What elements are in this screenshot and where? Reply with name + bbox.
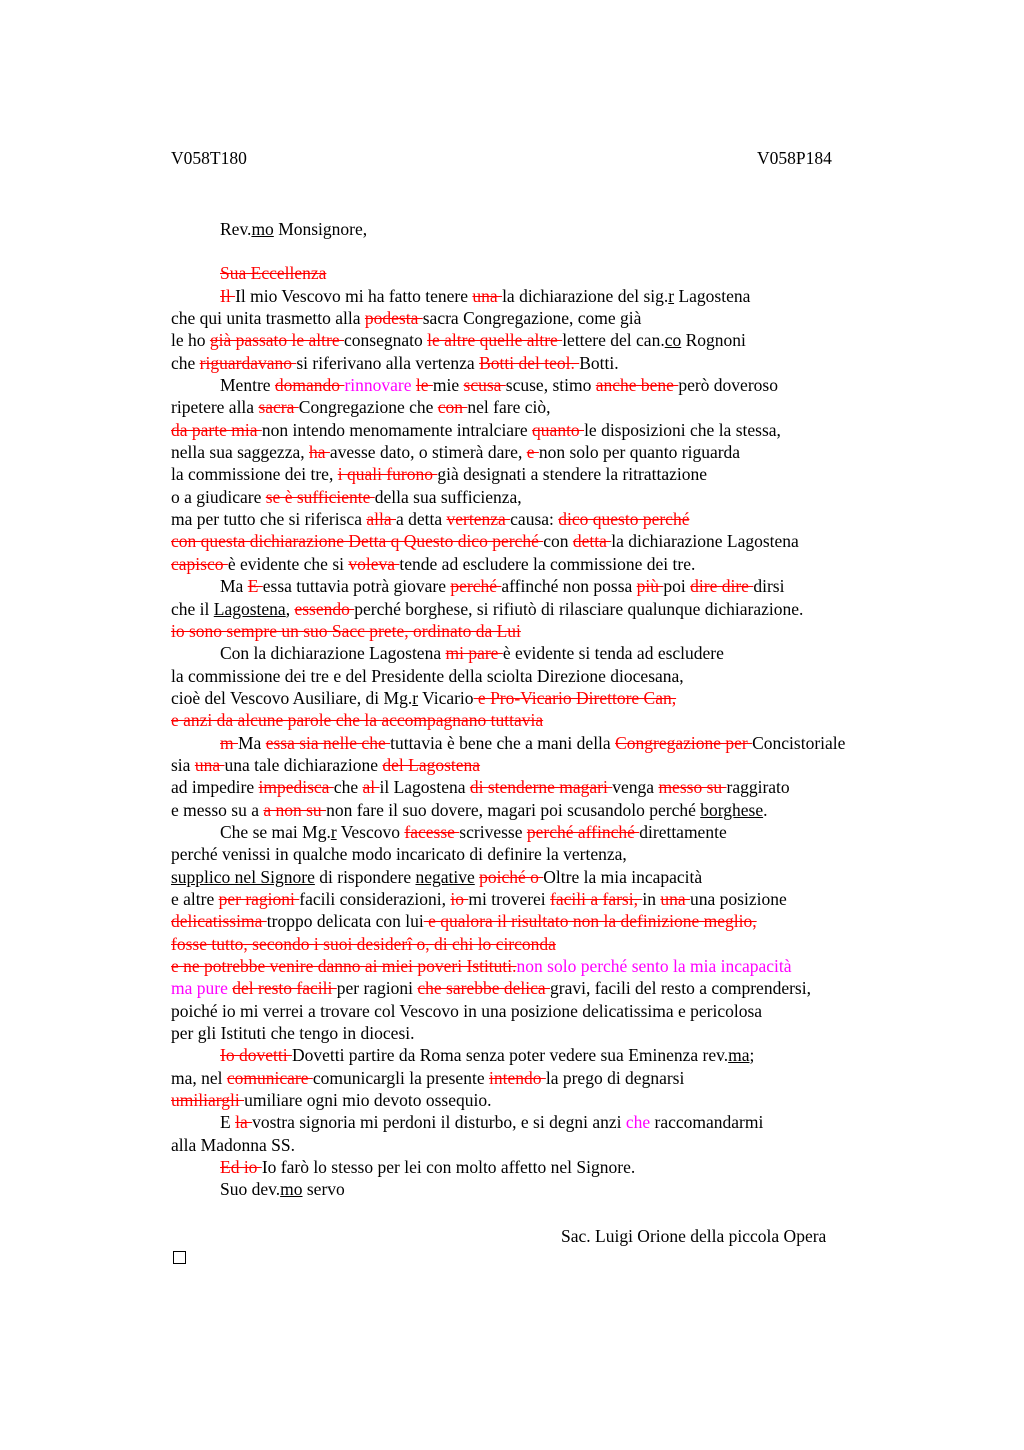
text-segment: che qui unita trasmetto alla bbox=[171, 308, 365, 329]
text-segment: gravi, facili del resto a comprendersi, bbox=[550, 978, 811, 999]
text-segment: lettere del can. bbox=[562, 330, 665, 351]
text-segment: Dovetti partire da Roma senza poter vedere sua Eminenza rev. bbox=[291, 1045, 729, 1066]
text-segment: o a giudicare bbox=[171, 486, 266, 507]
text-segment: affinché non possa bbox=[501, 576, 637, 597]
deleted-text: intendo bbox=[488, 1067, 546, 1088]
text-line bbox=[171, 977, 1011, 999]
deleted-text: più bbox=[636, 576, 664, 597]
deleted-text: poiché o bbox=[479, 866, 544, 887]
underlined-text: supplico nel Signore bbox=[171, 866, 315, 887]
deleted-text: facesse bbox=[404, 821, 460, 842]
text-line bbox=[171, 463, 1011, 485]
letter-body bbox=[171, 218, 1011, 1201]
text-line bbox=[171, 218, 1011, 240]
text-line bbox=[171, 888, 1011, 910]
text-line bbox=[171, 732, 1011, 754]
inserted-text: non solo perché sento la mia incapacità bbox=[516, 956, 792, 976]
text-segment: poiché io mi verrei a trovare col Vescovo in una posizione delicatissima e pericolosa bbox=[171, 1000, 763, 1021]
deleted-text: comunicare bbox=[226, 1067, 313, 1088]
text-line bbox=[171, 553, 1011, 575]
text-line bbox=[171, 955, 1011, 977]
underlined-text: r bbox=[412, 687, 419, 708]
underlined-text: mo bbox=[280, 1179, 303, 1200]
text-segment: poi bbox=[663, 576, 691, 597]
deleted-text: domando bbox=[274, 375, 345, 396]
deleted-text: con bbox=[437, 397, 468, 418]
deleted-text: per ragioni bbox=[218, 888, 300, 909]
text-segment: Rognoni bbox=[681, 330, 746, 351]
text-segment: non intendo menomamente intralciare bbox=[261, 419, 533, 440]
text-segment: è evidente si tenda ad escludere bbox=[502, 643, 724, 664]
underlined-text: r bbox=[330, 821, 337, 842]
document-code-right: V058P184 bbox=[757, 148, 832, 168]
text-line bbox=[171, 1134, 1011, 1156]
text-segment: raccomandarmi bbox=[650, 1112, 764, 1133]
text-line bbox=[171, 1067, 1011, 1089]
text-segment: perché venissi in qualche modo incaricato di definire la vertenza, bbox=[171, 844, 627, 865]
text-segment: che il bbox=[171, 598, 214, 619]
deleted-text: del resto facili bbox=[232, 978, 337, 999]
text-segment: nel fare ciò, bbox=[467, 397, 551, 418]
text-segment: tuttavia è bene che a mani della bbox=[390, 732, 616, 753]
text-segment: consegnato bbox=[344, 330, 428, 351]
deleted-text: già passato le altre bbox=[209, 330, 345, 351]
text-segment: Vicario bbox=[418, 687, 474, 708]
text-segment: per ragioni bbox=[336, 978, 418, 999]
text-segment: Ma bbox=[220, 576, 248, 597]
text-segment: mi troverei bbox=[468, 888, 551, 909]
text-segment: Mentre bbox=[220, 375, 275, 396]
deleted-text: e ne potrebbe venire danno ai miei poveri Istituti. bbox=[171, 956, 517, 976]
signature: Sac. Luigi Orione della piccola Opera bbox=[561, 1226, 827, 1246]
text-segment: le ho bbox=[171, 330, 210, 351]
deleted-text: perché affinché bbox=[526, 821, 640, 842]
text-line bbox=[171, 799, 1011, 821]
deleted-text: vertenza bbox=[446, 509, 511, 530]
deleted-text: Sua Eccellenza bbox=[220, 263, 327, 284]
text-segment: il Lagostena bbox=[379, 777, 470, 798]
text-line bbox=[171, 285, 1011, 307]
text-line bbox=[171, 821, 1011, 843]
text-line bbox=[171, 307, 1011, 329]
text-line bbox=[171, 642, 1011, 664]
text-segment: . bbox=[763, 799, 768, 820]
deleted-text: Io dovetti bbox=[220, 1045, 292, 1066]
deleted-text: ha bbox=[308, 442, 330, 463]
text-segment: Il mio Vescovo mi ha fatto tenere bbox=[235, 285, 473, 306]
deleted-text: essa sia nelle che bbox=[265, 732, 391, 753]
text-line bbox=[171, 575, 1011, 597]
deleted-text: i quali furono bbox=[337, 464, 438, 485]
text-segment: facili considerazioni, bbox=[299, 888, 451, 909]
text-line bbox=[171, 910, 1011, 932]
deleted-text: anche bene bbox=[595, 375, 679, 396]
text-segment: una tale dichiarazione bbox=[224, 754, 383, 775]
text-segment: ma per tutto che si riferisca bbox=[171, 509, 367, 530]
deleted-text: di stenderne magari bbox=[469, 777, 613, 798]
text-segment: della sua sufficienza, bbox=[374, 486, 522, 507]
deleted-text: alla bbox=[366, 509, 396, 530]
text-segment: non solo per quanto riguarda bbox=[538, 442, 741, 463]
text-line bbox=[171, 508, 1011, 530]
text-line bbox=[171, 933, 1011, 955]
text-segment: che bbox=[333, 777, 363, 798]
text-line bbox=[171, 262, 1011, 284]
deleted-text: messo su bbox=[658, 777, 727, 798]
text-segment: la dichiarazione del sig. bbox=[502, 285, 669, 306]
deleted-text: a non su bbox=[263, 799, 327, 820]
deleted-text: capisco bbox=[171, 553, 228, 574]
underlined-text: ma bbox=[728, 1045, 750, 1066]
text-segment: mie bbox=[432, 375, 464, 396]
inserted-text: ma pure bbox=[171, 978, 228, 999]
text-line bbox=[171, 374, 1011, 396]
text-segment: nella sua saggezza, bbox=[171, 442, 309, 463]
text-segment: causa: bbox=[510, 509, 559, 530]
text-segment: scuse, stimo bbox=[505, 375, 596, 396]
underlined-text: co bbox=[664, 330, 682, 351]
deleted-text: podesta bbox=[364, 308, 423, 329]
deleted-text: Ed io bbox=[220, 1157, 262, 1178]
text-segment: e messo su a bbox=[171, 799, 264, 820]
deleted-text: delicatissima bbox=[171, 911, 267, 932]
underlined-text: mo bbox=[251, 219, 274, 239]
text-segment: scrivesse bbox=[459, 821, 527, 842]
text-segment: sia bbox=[171, 754, 195, 775]
text-segment: umiliare ogni mio devoto ossequio. bbox=[244, 1090, 492, 1111]
text-segment: essa tuttavia potrà giovare bbox=[262, 576, 451, 597]
text-line bbox=[171, 396, 1011, 418]
text-segment: cioè del Vescovo Ausiliare, di Mg. bbox=[171, 687, 413, 708]
text-line bbox=[171, 687, 1011, 709]
text-segment: tende ad escludere la commissione dei tre. bbox=[399, 553, 696, 574]
deleted-text: da parte mia bbox=[171, 419, 262, 440]
text-segment: Congregazione che bbox=[298, 397, 438, 418]
text-line bbox=[171, 1178, 1011, 1200]
text-segment: ripetere alla bbox=[171, 397, 259, 418]
text-segment: Che se mai Mg. bbox=[220, 821, 331, 842]
text-segment: raggirato bbox=[726, 777, 790, 798]
text-line bbox=[171, 419, 1011, 441]
inserted-text: che bbox=[625, 1112, 651, 1133]
deleted-text: una bbox=[660, 888, 691, 909]
text-line bbox=[171, 776, 1011, 798]
text-line bbox=[171, 1156, 1011, 1178]
deleted-text: dico questo perché bbox=[558, 509, 690, 530]
text-segment: si riferivano alla vertenza bbox=[296, 352, 480, 373]
deleted-text: perché bbox=[450, 576, 502, 597]
deleted-text: detta bbox=[572, 531, 612, 552]
deleted-text: le altre quelle altre bbox=[427, 330, 563, 351]
deleted-text: dire dire bbox=[690, 576, 754, 597]
text-line bbox=[171, 843, 1011, 865]
text-segment: Lagostena bbox=[674, 285, 751, 306]
text-segment: troppo delicata con lui bbox=[266, 911, 424, 932]
deleted-text: e bbox=[526, 442, 539, 463]
deleted-text: mi pare bbox=[445, 643, 503, 664]
text-segment: Vescovo bbox=[336, 821, 405, 842]
document-code-left: V058T180 bbox=[171, 148, 247, 168]
text-segment: alla Madonna SS. bbox=[171, 1134, 295, 1155]
text-line bbox=[171, 1044, 1011, 1066]
deleted-text: se è sufficiente bbox=[265, 486, 375, 507]
deleted-text: essendo bbox=[294, 598, 355, 619]
deleted-text: Congregazione per bbox=[615, 732, 753, 753]
text-segment: in bbox=[642, 888, 661, 909]
deleted-text: sacra bbox=[258, 397, 299, 418]
deleted-text: la bbox=[235, 1112, 253, 1133]
text-segment: è evidente che si bbox=[227, 553, 349, 574]
text-segment: già designati a stendere la ritrattazione bbox=[437, 464, 708, 485]
deleted-text: con questa dichiarazione Detta q Questo dico perché bbox=[171, 531, 544, 552]
text-line bbox=[171, 1022, 1011, 1044]
text-segment: Botti. bbox=[579, 352, 619, 373]
text-segment: sacra Congregazione, come già bbox=[422, 308, 642, 329]
text-segment: Rev. bbox=[220, 219, 252, 239]
text-segment: Con la dichiarazione Lagostena bbox=[220, 643, 446, 664]
text-line bbox=[171, 1000, 1011, 1022]
text-line bbox=[171, 1111, 1011, 1133]
text-line bbox=[171, 329, 1011, 351]
deleted-text: facili a farsi, bbox=[550, 888, 643, 909]
text-segment: però doveroso bbox=[678, 375, 778, 396]
text-line bbox=[171, 709, 1011, 731]
deleted-text: del Lagostena bbox=[382, 754, 481, 775]
deleted-text: scusa bbox=[463, 375, 506, 396]
underlined-text: Lagostena bbox=[213, 598, 286, 619]
underlined-text: negative bbox=[415, 866, 475, 887]
text-segment: non fare il suo dovere, magari poi scusandolo perché bbox=[326, 799, 701, 820]
text-segment: servo bbox=[302, 1179, 345, 1200]
text-segment: per gli Istituti che tengo in diocesi. bbox=[171, 1023, 415, 1044]
deleted-text: Il bbox=[220, 285, 236, 306]
text-segment: la commissione dei tre, bbox=[171, 464, 338, 485]
inserted-text: rinnovare bbox=[344, 375, 412, 396]
deleted-text: e anzi da alcune parole che la accompagnano tuttavia bbox=[171, 710, 544, 731]
deleted-text: fosse tutto, secondo i suoi desiderî o, di chi lo circonda bbox=[171, 933, 556, 954]
deleted-text: Botti del teol. bbox=[479, 352, 580, 373]
text-segment: la commissione dei tre e del Presidente della sciolta Direzione diocesana, bbox=[171, 665, 684, 686]
deleted-text: e qualora il risultato non la definizione meglio, bbox=[423, 911, 757, 932]
text-segment: E bbox=[220, 1112, 236, 1133]
text-segment: che bbox=[171, 352, 200, 373]
deleted-text: al bbox=[362, 777, 380, 798]
text-segment: le disposizioni che la stessa, bbox=[584, 419, 781, 440]
deleted-text: E bbox=[247, 576, 263, 597]
text-segment: Monsignore, bbox=[273, 219, 368, 239]
underlined-text: borghese bbox=[700, 799, 764, 820]
deleted-text: una bbox=[194, 754, 225, 775]
text-segment: Concistoriale bbox=[752, 732, 846, 753]
deleted-text: umiliargli bbox=[171, 1090, 245, 1111]
text-line bbox=[171, 866, 1011, 888]
text-line bbox=[171, 486, 1011, 508]
text-segment: vostra signoria mi perdoni il disturbo, e si degni anzi bbox=[252, 1112, 626, 1133]
text-segment: a detta bbox=[395, 509, 447, 530]
deleted-text: impedisca bbox=[258, 777, 334, 798]
text-line bbox=[171, 598, 1011, 620]
text-segment: ma, nel bbox=[171, 1067, 227, 1088]
text-segment: e altre bbox=[171, 888, 219, 909]
deleted-text: riguardavano bbox=[199, 352, 297, 373]
text-segment: venga bbox=[612, 777, 659, 798]
text-segment: avesse dato, o stimerà dare, bbox=[329, 442, 527, 463]
text-segment: Ma bbox=[238, 732, 266, 753]
text-segment: con bbox=[543, 531, 573, 552]
text-line bbox=[171, 352, 1011, 374]
text-line bbox=[171, 1089, 1011, 1111]
text-segment: la prego di degnarsi bbox=[545, 1067, 685, 1088]
deleted-text: quanto bbox=[532, 419, 585, 440]
text-segment: Suo dev. bbox=[220, 1179, 281, 1200]
text-segment: ; bbox=[749, 1045, 755, 1066]
deleted-text: io bbox=[450, 888, 469, 909]
text-segment: perché borghese, si rifiutò di rilasciare qualunque dichiarazione. bbox=[354, 598, 804, 619]
deleted-text: m bbox=[220, 732, 238, 753]
text-segment: dirsi bbox=[753, 576, 785, 597]
text-segment: Oltre la mia incapacità bbox=[543, 866, 703, 887]
text-segment: direttamente bbox=[639, 821, 727, 842]
text-segment: ad impedire bbox=[171, 777, 259, 798]
deleted-text: le bbox=[415, 375, 433, 396]
text-segment: una posizione bbox=[690, 888, 787, 909]
text-segment: la dichiarazione Lagostena bbox=[611, 531, 799, 552]
deleted-text: voleva bbox=[348, 553, 400, 574]
text-line bbox=[171, 754, 1011, 776]
text-segment: Io farò lo stesso per lei con molto affetto nel Signore. bbox=[261, 1157, 636, 1178]
deleted-text: e Pro-Vicario Direttore Can, bbox=[473, 687, 677, 708]
text-line bbox=[171, 441, 1011, 463]
checkbox-square-icon bbox=[173, 1251, 186, 1264]
text-segment: , bbox=[285, 598, 295, 619]
deleted-text: io sono sempre un suo Sacc prete, ordinato da Lui bbox=[171, 620, 521, 641]
text-line bbox=[171, 530, 1011, 552]
deleted-text: che sarebbe delica bbox=[417, 978, 551, 999]
text-line bbox=[171, 620, 1011, 642]
underlined-text: r bbox=[668, 285, 675, 306]
text-segment: di rispondere bbox=[314, 866, 416, 887]
deleted-text: una bbox=[472, 285, 503, 306]
text-segment: comunicargli la presente bbox=[312, 1067, 489, 1088]
text-line bbox=[171, 665, 1011, 687]
